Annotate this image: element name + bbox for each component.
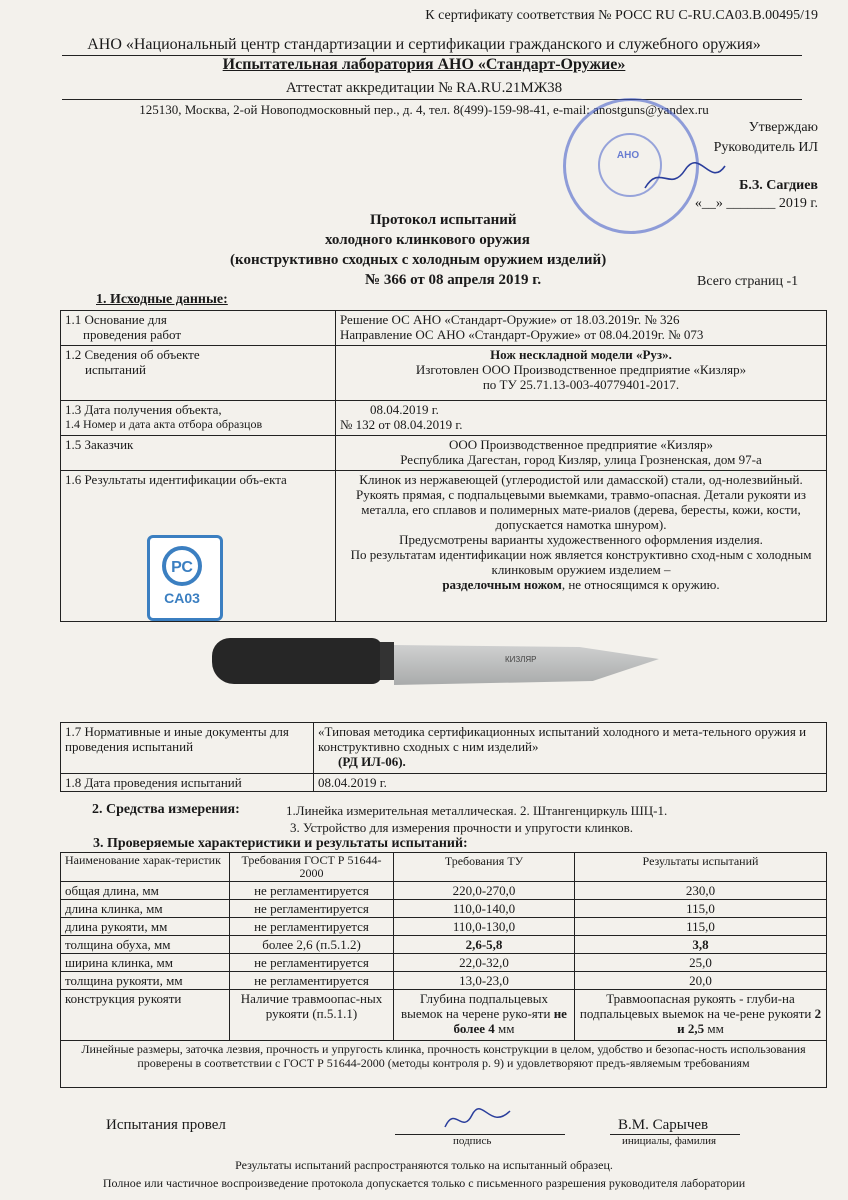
section-characteristics: 3. Проверяемые характеристики и результаты испытаний: xyxy=(93,836,468,851)
table-row xyxy=(61,918,827,936)
table-row xyxy=(61,346,827,401)
table-cell: ширина клинка, мм xyxy=(61,954,230,972)
table-cell: не регламентируется xyxy=(230,918,394,936)
table-row xyxy=(61,936,827,954)
instruments-line-2: 3. Устройство для измерения прочности и упругости клинков. xyxy=(290,820,633,835)
column-header: Наименование харак-теристик xyxy=(61,853,230,882)
table-cell: не регламентируется xyxy=(230,954,394,972)
table-cell: конструкция рукояти xyxy=(61,990,230,1041)
table-cell: 25,0 xyxy=(575,954,827,972)
protocol-subtitle: холодного клинкового оружия xyxy=(325,232,530,248)
table-cell: Клинок из нержавеющей (углеродистой или дамасской) стали, од-нолезвийный. Рукоять прямая, с подпальцевыми выемками, травмо-опасная. Детали рукояти из металла, его сплавов и полимерных мате-риалов (дерева, бересты, кожи, кости, допускается намотка шнуром). Предусмотрены варианты художественного оформления изделия. По результатам идентификации нож является конструктивно сход-ным с холодным клинковым оружием изделием – разделочным ножом, не относящимся к оружию. xyxy=(336,471,827,622)
organization-name: АНО «Национальный центр стандартизации и сертификации гражданского и служебного оружия» xyxy=(87,36,761,53)
accreditation: Аттестат аккредитации № RA.RU.21МЖ38 xyxy=(285,80,563,96)
table-header-row xyxy=(61,853,827,882)
column-header: Требования ГОСТ Р 51644-2000 xyxy=(230,853,394,882)
table-row xyxy=(61,401,827,436)
table-row xyxy=(61,436,827,471)
table-cell: 13,0-23,0 xyxy=(394,972,575,990)
table-row xyxy=(61,1041,827,1088)
table-cell: 1.1 Основание для проведения работ xyxy=(61,311,336,346)
table-cell: Глубина подпальцевых выемок на черене руко-яти не более 4 мм xyxy=(394,990,575,1041)
logo-code: CA03 xyxy=(164,590,200,606)
approve-role: Руководитель ИЛ xyxy=(713,140,818,155)
table-row xyxy=(61,882,827,900)
conformity-note: Линейные размеры, заточка лезвия, прочность и упругость клинка, прочность конструкции в целом, удобство и безопас-ность использования проверены в соответствии с ГОСТ Р 51644-2000 (методы контроля р. 9) и удовлетворяют предъ-являемым требованиям xyxy=(61,1041,827,1088)
table-cell: 2,6-5,8 xyxy=(394,936,575,954)
table-cell: «Типовая методика сертификационных испытаний холодного и мета-тельного оружия и конструктивно сходных с ним изделий» (РД ИЛ-06). xyxy=(314,723,827,774)
approve-date: «__» _______ 2019 г. xyxy=(694,196,818,211)
table-cell: 1.6 Результаты идентификации объ-екта xyxy=(61,471,336,622)
approver-name: Б.З. Сагдиев xyxy=(739,178,818,193)
section-initial-data: 1. Исходные данные: xyxy=(96,292,228,307)
name-caption: инициалы, фамилия xyxy=(622,1135,717,1147)
table-row xyxy=(61,774,827,792)
header-divider xyxy=(62,99,802,100)
table-cell: более 2,6 (п.5.1.2) xyxy=(230,936,394,954)
table-cell: 220,0-270,0 xyxy=(394,882,575,900)
table-cell: 20,0 xyxy=(575,972,827,990)
knife-blade-image xyxy=(394,645,659,685)
tested-by-label: Испытания провел xyxy=(106,1117,226,1133)
column-header: Результаты испытаний xyxy=(575,853,827,882)
table-cell: Наличие травмоопас-ных рукояти (п.5.1.1) xyxy=(230,990,394,1041)
table-cell: 115,0 xyxy=(575,918,827,936)
table-cell: 115,0 xyxy=(575,900,827,918)
seal-text: АНО xyxy=(616,150,640,161)
table-row xyxy=(61,723,827,774)
protocol-number: № 366 от 08 апреля 2019 г. xyxy=(365,272,542,288)
certificate-reference: К сертификату соответствия № РОСС RU C-RU.CA03.B.00495/19 xyxy=(425,8,818,23)
table-cell: 1.5 Заказчик xyxy=(61,436,336,471)
table-cell: не регламентируется xyxy=(230,900,394,918)
tester-signature xyxy=(440,1105,515,1135)
table-cell: 1.8 Дата проведения испытаний xyxy=(61,774,314,792)
table-cell: не регламентируется xyxy=(230,882,394,900)
footer-reproduction: Полное или частичное воспроизведение протокола допускается только с письменного разрешения руководителя лаборатории xyxy=(102,1176,746,1190)
table-cell: толщина обуха, мм xyxy=(61,936,230,954)
table-cell: 22,0-32,0 xyxy=(394,954,575,972)
protocol-title: Протокол испытаний xyxy=(370,212,517,228)
table-cell: 1.3 Дата получения объекта, 1.4 Номер и дата акта отбора образцов xyxy=(61,401,336,436)
table-cell: 230,0 xyxy=(575,882,827,900)
protocol-scope: (конструктивно сходных с холодным оружием изделий) xyxy=(230,252,607,268)
table-cell: 3,8 xyxy=(575,936,827,954)
table-cell: ООО Производственное предприятие «Кизляр» Республика Дагестан, город Кизляр, улица Грозненская, дом 97-а xyxy=(336,436,827,471)
table-cell: 1.7 Нормативные и иные документы для проведения испытаний xyxy=(61,723,314,774)
normative-table xyxy=(60,722,827,792)
table-cell: 110,0-140,0 xyxy=(394,900,575,918)
table-row xyxy=(61,900,827,918)
table-cell: не регламентируется xyxy=(230,972,394,990)
table-cell: толщина рукояти, мм xyxy=(61,972,230,990)
table-cell: 08.04.2019 г. xyxy=(314,774,827,792)
approve-label: Утверждаю xyxy=(748,120,818,135)
laboratory-name: Испытательная лаборатория АНО «Стандарт-Оружие» xyxy=(222,56,626,73)
knife-mark: КИЗЛЯР xyxy=(505,655,537,664)
table-cell: длина рукояти, мм xyxy=(61,918,230,936)
column-header: Требования ТУ xyxy=(394,853,575,882)
table-cell: Решение ОС АНО «Стандарт-Оружие» от 18.03.2019г. № 326 Направление ОС АНО «Стандарт-Оружие» от 08.04.2019г. № 073 xyxy=(336,311,827,346)
knife-bolster-image xyxy=(380,642,394,680)
table-cell: общая длина, мм xyxy=(61,882,230,900)
signature-caption: подпись xyxy=(453,1135,492,1147)
table-row xyxy=(61,990,827,1041)
footer-scope: Результаты испытаний распространяются только на испытанный образец. xyxy=(235,1158,613,1172)
section-instruments: 2. Средства измерения: xyxy=(92,802,240,817)
table-cell: 08.04.2019 г. № 132 от 08.04.2019 г. xyxy=(336,401,827,436)
svg-text:РС: РС xyxy=(171,559,193,576)
table-cell: Нож нескладной модели «Руз». Изготовлен ООО Производственное предприятие «Кизляр» по ТУ 25.71.13-003-40779401-2017. xyxy=(336,346,827,401)
results-table xyxy=(60,852,827,1088)
approver-signature xyxy=(640,158,730,198)
certification-logo xyxy=(147,535,223,621)
table-cell: Травмоопасная рукоять - глуби-на подпальцевых выемок на че-ренe рукояти 2 и 2,5 мм xyxy=(575,990,827,1041)
table-row xyxy=(61,311,827,346)
table-row xyxy=(61,954,827,972)
table-row xyxy=(61,972,827,990)
page-count: Всего страниц -1 xyxy=(697,274,799,289)
tester-name: В.М. Сарычев xyxy=(618,1117,709,1133)
table-cell: 1.2 Сведения об объекте испытаний xyxy=(61,346,336,401)
table-cell: длина клинка, мм xyxy=(61,900,230,918)
knife-handle-image xyxy=(212,638,382,684)
table-cell: 110,0-130,0 xyxy=(394,918,575,936)
address-line: 125130, Москва, 2-ой Новоподмосковный пер., д. 4, тел. 8(499)-159-98-41, e-mail: anostguns@yandex.ru xyxy=(139,102,709,117)
instruments-line-1: 1.Линейка измерительная металлическая. 2. Штангенциркуль ШЦ-1. xyxy=(286,803,668,818)
